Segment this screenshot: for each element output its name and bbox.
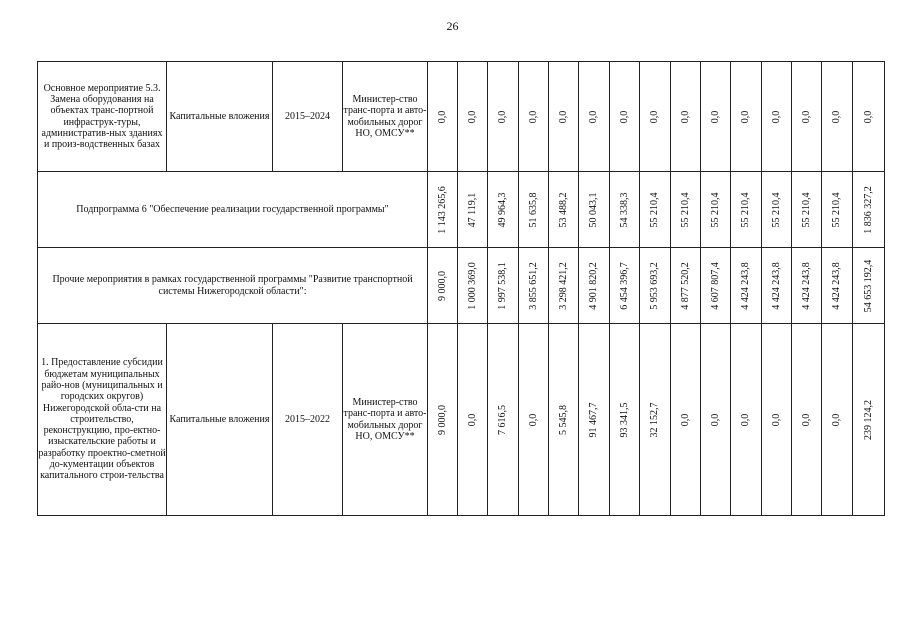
table-row [38,62,885,172]
value-text: 1 143 265,6 [436,185,448,234]
value-text: 32 152,7 [649,402,660,437]
value-cell [458,324,488,516]
value-text: 0,0 [527,413,539,426]
value-cell [579,62,610,172]
value-text: 4 424 243,8 [740,261,751,310]
measure-name-cell: Основное мероприятие 5.3. Замена оборудования на объектах транс-портной инфраструк-туры, административ-ных зданиях и произ-водственных базах [38,62,167,172]
value-text: 55 210,4 [649,192,660,227]
total-value-cell [853,172,885,248]
total-value-cell [853,248,885,324]
value-cell [549,324,579,516]
measure-name-cell: 1. Предоставление субсидии бюджетам муниципальных райо-нов (муниципальных и городских округов) Нижегородской обла-сти на строительство, реконструкцию, про-ектно-изыскательские работы и разработку проектно-сметной до-кументации объектов капитального строи-тельства [38,324,167,516]
value-cell [731,62,762,172]
value-text: 91 467,7 [588,402,599,437]
value-cell [519,62,549,172]
page-number: 26 [446,19,459,33]
value-text: 0,0 [862,110,874,123]
funding-type-cell: Капитальные вложения [167,62,273,172]
value-text: 0,0 [466,110,478,123]
value-text: 1 997 538,1 [497,261,508,310]
funding-type-cell: Капитальные вложения [167,324,273,516]
value-cell [792,324,822,516]
value-text: 7 616,5 [497,404,508,435]
value-text: 55 210,4 [679,192,691,227]
value-cell [519,324,549,516]
value-text: 5 545,8 [557,404,569,435]
value-cell [428,172,458,248]
table-row [38,324,885,516]
value-cell [610,324,640,516]
value-cell [701,248,731,324]
value-cell [640,324,671,516]
value-text: 53 488,2 [557,192,569,227]
value-cell [458,248,488,324]
value-text: 0,0 [466,413,478,426]
value-cell [792,62,822,172]
value-text: 51 635,8 [527,192,539,227]
value-cell [519,172,549,248]
value-text: 3 855 651,2 [527,261,539,310]
value-text: 0,0 [831,110,842,123]
value-text: 54 653 192,4 [862,259,874,312]
value-cell [762,62,792,172]
value-text: 55 210,4 [831,192,842,227]
total-value-cell [853,324,885,516]
value-cell [731,172,762,248]
value-text: 0,0 [618,110,630,123]
value-cell [701,172,731,248]
value-text: 0,0 [649,110,660,123]
value-text: 4 877 520,2 [679,261,691,310]
value-cell [701,324,731,516]
value-cell [458,62,488,172]
value-cell [731,324,762,516]
value-text: 49 964,3 [497,192,508,227]
value-text: 0,0 [770,110,782,123]
value-cell [428,324,458,516]
budget-table [37,61,885,516]
value-text: 0,0 [740,110,751,123]
value-cell [488,324,519,516]
value-cell [701,62,731,172]
value-text: 0,0 [800,110,812,123]
table-row [38,172,885,248]
value-cell [671,62,701,172]
value-text: 0,0 [588,110,599,123]
value-cell [610,248,640,324]
value-text: 4 424 243,8 [831,261,842,310]
value-cell [428,62,458,172]
table-row [38,248,885,324]
value-cell [458,172,488,248]
value-cell [671,248,701,324]
other-measures-label-cell: Прочие мероприятия в рамках государственной программы "Развитие транспортной системы Нижегородской области": [38,248,428,324]
value-cell [428,248,458,324]
value-text: 55 210,4 [770,192,782,227]
period-cell: 2015–2022 [273,324,343,516]
value-cell [822,62,853,172]
value-cell [549,172,579,248]
value-cell [579,324,610,516]
value-cell [792,172,822,248]
value-text: 0,0 [436,110,448,123]
value-cell [610,62,640,172]
value-text: 93 341,5 [618,402,630,437]
value-cell [822,172,853,248]
value-cell [488,172,519,248]
value-cell [610,172,640,248]
value-cell [822,324,853,516]
value-cell [549,62,579,172]
value-cell [519,248,549,324]
value-text: 0,0 [497,110,508,123]
value-text: 9 000,0 [436,404,448,435]
executor-cell: Министер-ство транс-порта и авто-мобильных дорог НО, ОМСУ** [343,324,428,516]
period-cell: 2015–2024 [273,62,343,172]
value-cell [549,248,579,324]
value-text: 1 836 327,2 [862,185,874,234]
value-cell [671,324,701,516]
value-text: 4 901 820,2 [588,261,599,310]
value-text: 0,0 [709,110,721,123]
value-text: 50 043,1 [588,192,599,227]
value-text: 4 424 243,8 [770,261,782,310]
value-text: 0,0 [527,110,539,123]
value-text: 3 298 421,2 [557,261,569,310]
value-text: 6 454 396,7 [618,261,630,310]
value-text: 0,0 [831,413,842,426]
value-cell [731,248,762,324]
value-cell [792,248,822,324]
value-text: 4 424 243,8 [800,261,812,310]
value-text: 5 953 693,2 [649,261,660,310]
value-text: 0,0 [557,110,569,123]
value-text: 239 124,2 [862,399,874,440]
value-text: 54 338,3 [618,192,630,227]
value-text: 55 210,4 [709,192,721,227]
value-text: 47 119,1 [466,192,478,227]
value-text: 0,0 [800,413,812,426]
value-cell [579,248,610,324]
executor-cell: Министер-ство транс-порта и авто-мобильных дорог НО, ОМСУ** [343,62,428,172]
value-cell [822,248,853,324]
value-cell [579,172,610,248]
value-cell [762,324,792,516]
value-cell [640,248,671,324]
value-cell [762,172,792,248]
value-text: 9 000,0 [436,270,448,301]
value-cell [640,172,671,248]
value-text: 0,0 [770,413,782,426]
value-text: 0,0 [740,413,751,426]
value-text: 55 210,4 [740,192,751,227]
value-cell [762,248,792,324]
value-text: 0,0 [709,413,721,426]
subprogram-label-cell: Подпрограмма 6 "Обеспечение реализации государственной программы" [38,172,428,248]
value-cell [488,62,519,172]
value-cell [640,62,671,172]
value-text: 0,0 [679,413,691,426]
total-value-cell [853,62,885,172]
value-text: 1 000 369,0 [466,261,478,310]
value-text: 55 210,4 [800,192,812,227]
value-text: 0,0 [679,110,691,123]
value-text: 4 607 807,4 [709,261,721,310]
value-cell [671,172,701,248]
value-cell [488,248,519,324]
